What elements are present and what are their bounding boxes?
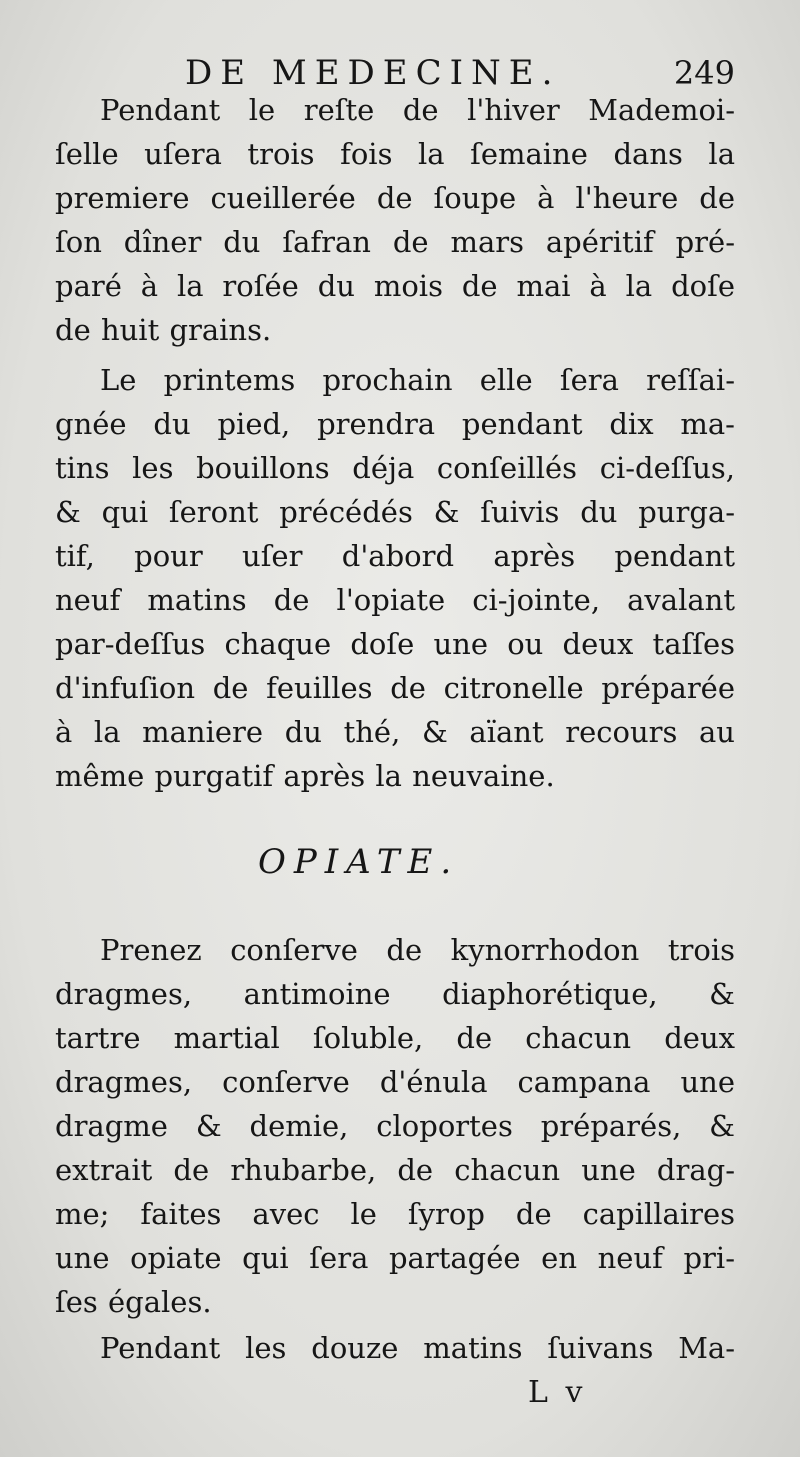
text-line: à la maniere du thé, & aïant recours au [55, 715, 735, 749]
text-line: dragmes, conſerve d'énula campana une [55, 1065, 735, 1099]
text-line: paré à la roſée du mois de mai à la doſe [55, 269, 735, 303]
signature-mark: L v [528, 1375, 587, 1410]
text-line: tartre martial ſoluble, de chacun deux [55, 1021, 735, 1055]
text-line: ſon dîner du ſafran de mars apéritif pré- [55, 225, 735, 259]
running-head: DE MEDECINE. [185, 53, 561, 93]
text-line: & qui ſeront précédés & ſuivis du purga- [55, 495, 735, 529]
text-line: tins les bouillons déja conſeillés ci-deſſus, [55, 451, 735, 485]
text-line: de huit grains. [55, 313, 272, 347]
paragraph-spring-treatment [55, 358, 735, 798]
page-number: 249 [673, 54, 735, 92]
text-line: Pendant les douze matins ſuivans Ma- [100, 1331, 735, 1365]
text-line: par-deſſus chaque doſe une ou deux taſſes [55, 627, 735, 661]
text-line: Le printems prochain elle ſera reſſai- [100, 363, 735, 397]
text-line: une opiate qui ſera partagée en neuf pri- [55, 1241, 735, 1275]
text-line: extrait de rhubarbe, de chacun une drag- [55, 1153, 735, 1187]
text-line: ſelle uſera trois fois la ſemaine dans la [55, 137, 735, 171]
recipe-heading: OPIATE. [258, 842, 460, 882]
text-line: dragmes, antimoine diaphorétique, & [55, 977, 735, 1011]
text-line: même purgatif après la neuvaine. [55, 759, 555, 793]
text-line: premiere cueillerée de ſoupe à l'heure de [55, 181, 735, 215]
paragraph-following-mornings [55, 1326, 735, 1370]
text-line: Pendant le reſte de l'hiver Mademoi- [100, 93, 735, 127]
text-line: Prenez conſerve de kynorrhodon trois [100, 933, 735, 967]
text-line: d'infuſion de feuilles de citronelle préparée [55, 671, 735, 705]
text-line: ſes égales. [55, 1285, 212, 1319]
text-line: gnée du pied, prendra pendant dix ma- [55, 407, 735, 441]
text-line: neuf matins de l'opiate ci-jointe, avalant [55, 583, 735, 617]
text-line: me; faites avec le ſyrop de capillaires [55, 1197, 735, 1231]
recipe-paragraph [55, 928, 735, 1324]
text-line: dragme & demie, cloportes préparés, & [55, 1109, 735, 1143]
paragraph-winter-treatment [55, 88, 735, 352]
text-line: tif, pour uſer d'abord après pendant [55, 539, 735, 573]
